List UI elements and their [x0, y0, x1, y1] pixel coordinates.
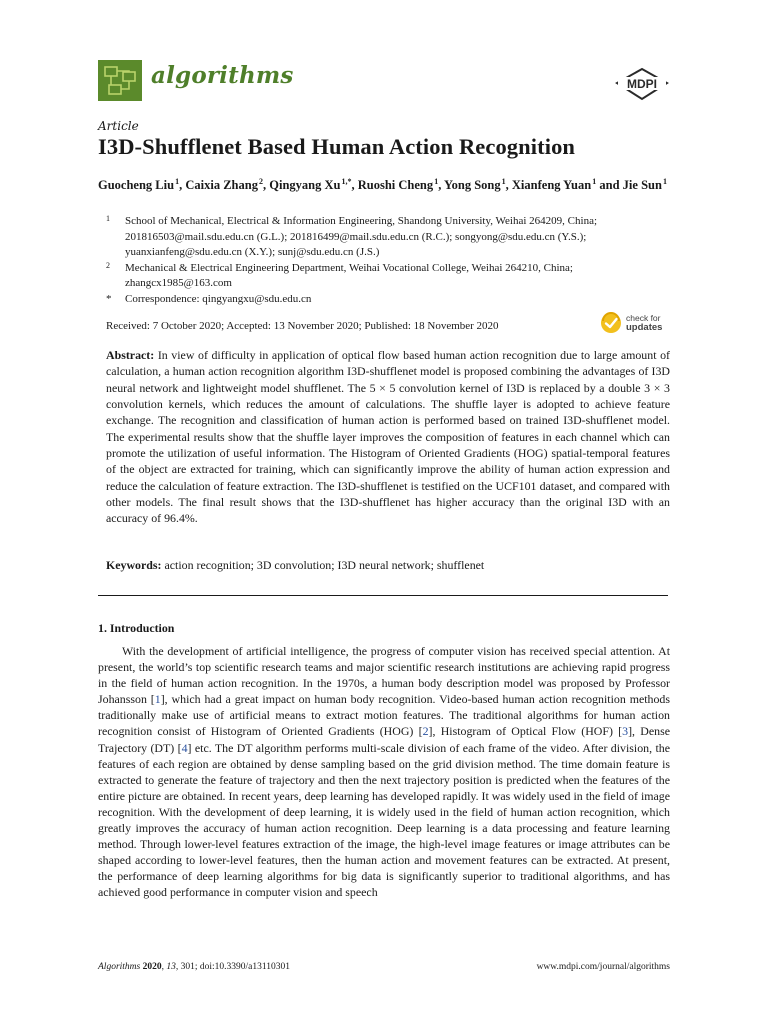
abstract-text: In view of difficulty in application of optical flow based human action recognition due to large amount of calculation, a human action recognition algorithm I3D-shufflenet model is proposed combining the advantages of I3D neural network and lightweight model shufflenet. The 5 × 5 convolution kernel of I3D is replaced by a double 3 × 3 convolution kernels, which reduces the amount of calculations. The shuffle layer is adopted to achieve feature exchange. The recognition and classification of human action is performed based on trained I3D-shufflenet model. The experimental results show that the shuffle layer improves the composition of features in each channel which can promote the utilization of useful information. The Histogram of Oriented Gradients (HOG) spatial-temporal features of the object are extracted for training, which can significantly improve the ability of human action expression and reduce the calculation of feature extraction. The I3D-shufflenet is testified on the UCF101 dataset, and compared with other models. The final result shows that the I3D-shufflenet has higher accuracy than the original I3D with an accuracy of 96.4%. — [106, 348, 670, 526]
footer-journal: Algorithms — [98, 962, 141, 972]
author-affiliation-mark: 1 — [662, 176, 667, 186]
journal-name: algorithms — [151, 62, 294, 89]
check-updates-icon — [600, 312, 622, 334]
author-affiliation-mark: 1 — [592, 176, 597, 186]
footer-year: 2020 — [142, 962, 162, 972]
footer-doi: , 301; doi:10.3390/a13110301 — [175, 962, 291, 972]
author-separator: , — [179, 178, 186, 192]
affiliation-mark: 1 — [106, 214, 110, 223]
author-affiliation-mark: 1 — [175, 176, 180, 186]
author-affiliation-mark: 2 — [259, 176, 263, 186]
publisher-name: MDPI — [627, 77, 657, 91]
section-divider — [98, 595, 668, 596]
citation-line: Algorithms 2020, 13, 301; doi:10.3390/a13110301 — [98, 962, 291, 972]
affiliation-text: Mechanical & Electrical Engineering Department, Weihai Vocational College, Weihai 264210, China; zhangcx1985@163.com — [125, 261, 573, 289]
citation-link[interactable]: 2 — [422, 724, 429, 739]
paragraph-text: With the development of artificial intelligence, the progress of computer vision has received special attention. At present, the world’s top scientific research teams and major scientific research institutions are achieving rapid progress in the field of human action recognition. In the 1970s, a human body description model was proposed by Professor Johansson [ — [98, 644, 670, 707]
affiliation-mark: * — [106, 292, 112, 305]
citation-link[interactable]: 1 — [154, 692, 161, 707]
author-affiliation-mark: 1 — [501, 176, 506, 186]
citation-link[interactable]: 4 — [181, 740, 188, 755]
author-name: Qingyang Xu — [269, 178, 341, 192]
mdpi-logo-icon — [612, 66, 672, 102]
keywords — [106, 558, 670, 573]
keywords-label: Keywords: — [106, 558, 162, 572]
author-name: Guocheng Liu — [98, 178, 175, 192]
author-list — [98, 177, 678, 193]
correspondence-text: Correspondence: qingyangxu@sdu.edu.cn — [125, 292, 312, 305]
affiliation — [98, 261, 670, 292]
journal-logo-icon — [98, 60, 142, 101]
section-heading: 1. Introduction — [98, 621, 175, 635]
paragraph-text: ], Histogram of Optical Flow (HOF) [ — [428, 724, 623, 739]
author-name: Yong Song — [443, 178, 501, 192]
author-name: Caixia Zhang — [185, 178, 258, 192]
publication-dates: Received: 7 October 2020; Accepted: 13 November 2020; Published: 18 November 2020 — [106, 320, 499, 332]
introduction-paragraph — [98, 643, 670, 901]
paragraph-text: ], which had a great impact on human body recognition. Video-based human action recognition methods traditionally make use of artificial means to extract motion features. The traditional algorithms for human action recognition consist of Histogram of Oriented Gradients (HOG) [ — [98, 692, 670, 739]
author-affiliation-mark: 1 — [434, 176, 439, 186]
author-separator: , — [438, 178, 444, 192]
article-type: Article — [98, 119, 139, 133]
check-updates-line2: updates — [626, 322, 663, 333]
article-title: I3D-Shufflenet Based Human Action Recognition — [98, 134, 576, 159]
citation-link[interactable]: 3 — [622, 724, 629, 739]
check-updates-line1: check for — [626, 313, 661, 323]
keywords-text: action recognition; 3D convolution; I3D neural network; shufflenet — [164, 558, 485, 572]
affiliation-mark: 2 — [106, 260, 110, 270]
abstract — [106, 347, 670, 527]
author-name: Ruoshi Cheng — [357, 178, 434, 192]
journal-url-link[interactable]: www.mdpi.com/journal/algorithms — [536, 962, 670, 972]
affiliation — [98, 214, 670, 261]
correspondence — [98, 292, 670, 308]
paragraph-text: ] etc. The DT algorithm performs multi-scale division of each frame of the video. After division, the features of each region are obtained by dense sampling based on the grid division method. The time domain feature is extracted to generate the feature of trajectory and then the next trajectory position is predicted when the features of the entire picture are obtained. In recent years, deep learning has developed rapidly. It was widely used in the field of image recognition. With the development of deep learning, it is widely used in the field of human action recognition, which greatly improves the accuracy of human action recognition. Deep learning is a data processing and feature learning method. Through lower-level features extraction of the image, the high-level image features or image attributes can be shaped according to lower-level features, then the human action and movement features can be extracted. At present, the performance of deep learning algorithms for big data is significantly superior to traditional algorithms, and has achieved good performance in computer vision and speech — [98, 740, 670, 900]
abstract-label: Abstract: — [106, 348, 155, 362]
author-separator: , — [351, 178, 358, 192]
affiliation-text: School of Mechanical, Electrical & Information Engineering, Shandong University, Weihai 264209, China; 201816503@mail.sdu.edu.cn (G.L.); 201816499@mail.sdu.edu.cn (R.C.); songyong@sdu.edu.cn (Y.S.); yuanxianfeng@sdu.edu.cn (X.Y.); sunj@sdu.edu.cn (J.S.) — [125, 215, 598, 258]
author-name: and Jie Sun — [599, 178, 662, 192]
affiliation-list — [98, 214, 670, 307]
footer-volume: 13 — [166, 962, 176, 972]
check-updates-text — [626, 313, 662, 333]
author-affiliation-mark: 1,* — [341, 176, 352, 186]
check-for-updates-button[interactable] — [600, 311, 674, 337]
author-separator: , — [263, 178, 270, 192]
author-name: Xianfeng Yuan — [511, 178, 592, 192]
author-separator: , — [505, 178, 512, 192]
paragraph-text: ], Dense Trajectory (DT) [ — [98, 724, 670, 755]
